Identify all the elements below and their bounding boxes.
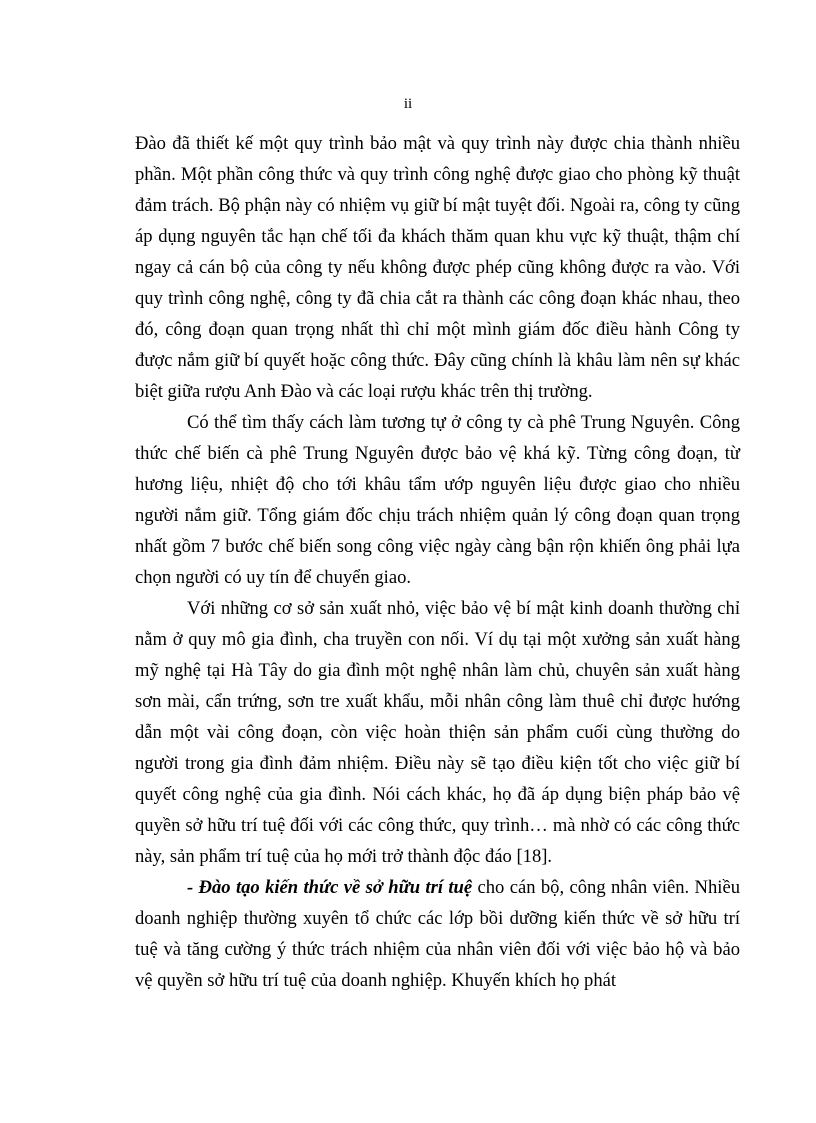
paragraph-1: Đào đã thiết kế một quy trình bảo mật và quy trình này được chia thành nhiều phần. Một phần công thức và quy trình công nghệ được giao cho phòng kỹ thuật đảm trách. Bộ phận này có nhiệm vụ giữ bí mật tuyệt đối. Ngoài ra, công ty cũng áp dụng nguyên tắc hạn chế tối đa khách thăm quan khu vực kỹ thuật, thậm chí ngay cả cán bộ của công ty nếu không được phép cũng không được ra vào. Với quy trình công nghệ, công ty đã chia cắt ra thành các công đoạn khác nhau, theo đó, công đoạn quan trọng nhất thì chỉ một mình giám đốc điều hành Công ty được nắm giữ bí quyết hoặc công thức. Đây cũng chính là khâu làm nên sự khác biệt giữa rượu Anh Đào và các loại rượu khác trên thị trường.	[135, 133, 740, 402]
paragraph-2: Có thể tìm thấy cách làm tương tự ở công ty cà phê Trung Nguyên. Công thức chế biến cà phê Trung Nguyên được bảo vệ khá kỹ. Từng công đoạn, từ hương liệu, nhiệt độ cho tới khâu tẩm ướp nguyên liệu được giao cho nhiều người nắm giữ. Tổng giám đốc chịu trách nhiệm quản lý công đoạn quan trọng nhất gồm 7 bước chế biến song công việc ngày càng bận rộn khiến ông phải lựa chọn người có uy tín để chuyển giao.	[135, 412, 740, 588]
paragraph-4	[135, 872, 740, 996]
page-number: ii	[403, 96, 413, 112]
emphasized-heading: - Đào tạo kiến thức về sở hữu trí tuệ	[187, 877, 473, 898]
document-body	[135, 128, 740, 996]
paragraph-4-text: cho cán bộ, công nhân viên. Nhiều doanh nghiệp thường xuyên tổ chức các lớp bồi dưỡng kiến thức về sở hữu trí tuệ và tăng cường ý thức trách nhiệm của nhân viên đối với việc bảo hộ và bảo vệ quyền sở hữu trí tuệ của doanh nghiệp. Khuyến khích họ phát	[135, 877, 740, 991]
paragraph-3: Với những cơ sở sản xuất nhỏ, việc bảo vệ bí mật kinh doanh thường chỉ nằm ở quy mô gia đình, cha truyền con nối. Ví dụ tại một xưởng sản xuất hàng mỹ nghệ tại Hà Tây do gia đình một nghệ nhân làm chủ, chuyên sản xuất hàng sơn mài, cẩn trứng, sơn tre xuất khẩu, mỗi nhân công làm thuê chỉ được hướng dẫn một vài công đoạn, còn việc hoàn thiện sản phẩm cuối cùng thường do người trong gia đình đảm nhiệm. Điều này sẽ tạo điều kiện tốt cho việc giữ bí quyết công nghệ của gia đình. Nói cách khác, họ đã áp dụng biện pháp bảo vệ quyền sở hữu trí tuệ đối với các công thức, quy trình… mà nhờ có các công thức này, sản phẩm trí tuệ của họ mới trở thành độc đáo [18].	[135, 598, 740, 867]
